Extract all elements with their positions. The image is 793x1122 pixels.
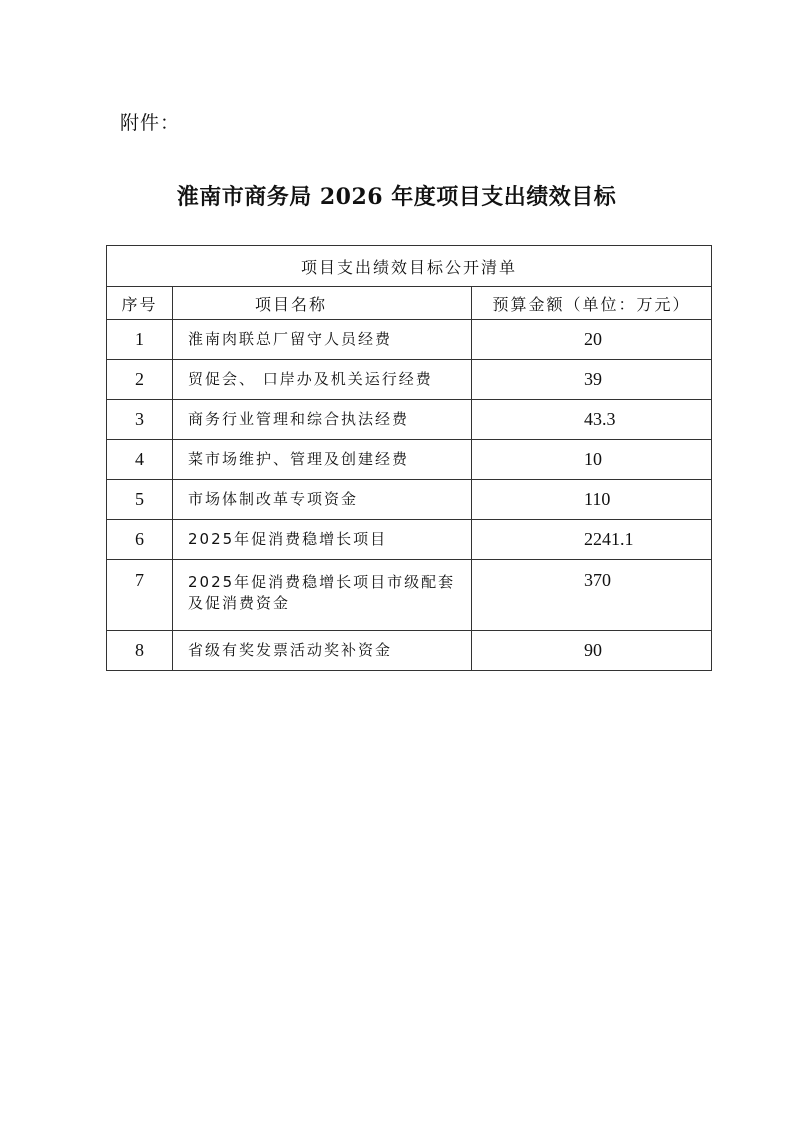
table-row <box>107 320 712 360</box>
row-project-name: 商务行业管理和综合执法经费 <box>173 400 472 440</box>
row-seq: 4 <box>107 440 173 480</box>
row-seq: 2 <box>107 360 173 400</box>
table-row <box>107 631 712 671</box>
table-row <box>107 440 712 480</box>
row-project-name: 2025年促消费稳增长项目 <box>173 520 472 560</box>
row-amount: 43.3 <box>472 400 712 440</box>
row-amount: 39 <box>472 360 712 400</box>
row-amount: 10 <box>472 440 712 480</box>
row-seq: 8 <box>107 631 173 671</box>
header-name: 项目名称 <box>173 287 472 320</box>
header-amount: 预算金额（单位：万元） <box>472 287 712 320</box>
row-project-name: 市场体制改革专项资金 <box>173 480 472 520</box>
table-row <box>107 360 712 400</box>
table-row <box>107 560 712 631</box>
table-caption-row <box>107 246 712 287</box>
row-seq: 3 <box>107 400 173 440</box>
table-row <box>107 520 712 560</box>
row-amount: 20 <box>472 320 712 360</box>
row-seq: 1 <box>107 320 173 360</box>
table-row <box>107 480 712 520</box>
header-seq: 序号 <box>107 287 173 320</box>
performance-target-table <box>106 245 712 671</box>
row-amount: 110 <box>472 480 712 520</box>
row-seq: 5 <box>107 480 173 520</box>
row-project-name: 贸促会、 口岸办及机关运行经费 <box>173 360 472 400</box>
table-header-row <box>107 287 712 320</box>
document-title: 淮南市商务局 2026 年度项目支出绩效目标 <box>176 184 617 210</box>
table-caption: 项目支出绩效目标公开清单 <box>107 246 712 287</box>
row-project-name: 2025年促消费稳增长项目市级配套及促消费资金 <box>173 560 472 631</box>
table-row <box>107 400 712 440</box>
row-amount: 2241.1 <box>472 520 712 560</box>
row-seq: 6 <box>107 520 173 560</box>
row-amount: 370 <box>472 560 712 631</box>
row-seq: 7 <box>107 560 173 631</box>
row-project-name: 菜市场维护、管理及创建经费 <box>173 440 472 480</box>
row-amount: 90 <box>472 631 712 671</box>
attachment-label: 附件： <box>120 112 181 134</box>
row-project-name: 淮南肉联总厂留守人员经费 <box>173 320 472 360</box>
row-project-name: 省级有奖发票活动奖补资金 <box>173 631 472 671</box>
